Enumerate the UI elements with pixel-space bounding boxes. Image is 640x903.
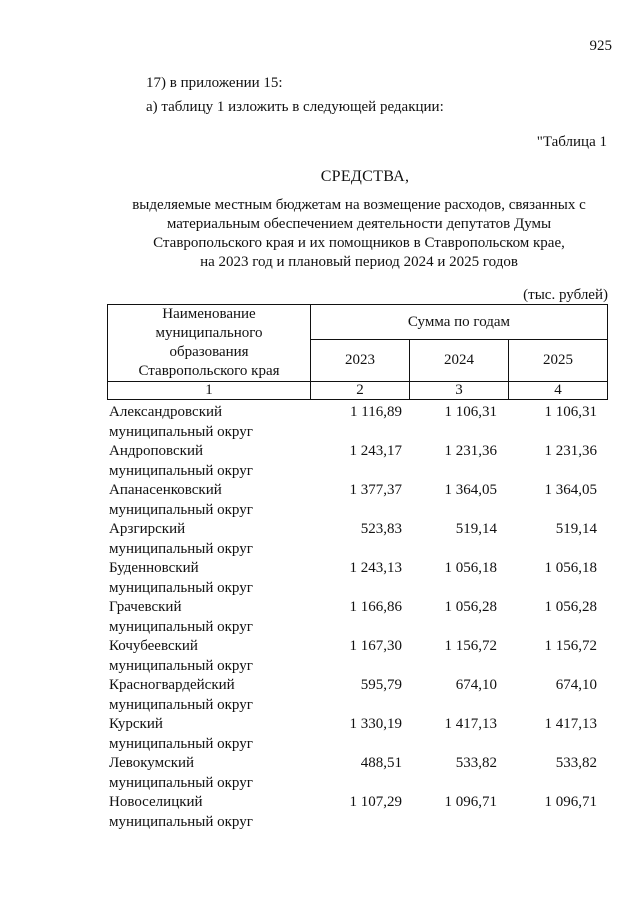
subheading-line: Ставропольского края и их помощников в Ставропольском крае, xyxy=(153,235,565,251)
district-name-line: Арзгирский xyxy=(109,521,186,537)
district-name xyxy=(109,754,309,793)
district-name-line: муниципальный округ xyxy=(109,540,253,557)
value-2023: 523,83 xyxy=(360,521,402,537)
table-row xyxy=(107,442,608,481)
district-name-line: Красногвардейский xyxy=(109,677,235,693)
district-name-line: муниципальный округ xyxy=(109,696,253,713)
district-name-line: муниципальный округ xyxy=(109,501,253,518)
subheading-line: материальным обеспечением деятельности депутатов Думы xyxy=(166,216,552,232)
district-name-line: муниципальный округ xyxy=(109,423,253,440)
value-2024: 1 056,18 xyxy=(444,560,497,576)
amendment-item: 17) в приложении 15: xyxy=(146,75,283,91)
table-row xyxy=(107,754,608,793)
district-name-line: муниципальный округ xyxy=(109,462,253,479)
district-name-line: муниципальный округ xyxy=(109,813,253,830)
value-2025: 533,82 xyxy=(555,755,597,771)
table-row xyxy=(107,403,608,442)
district-name-line: Андроповский xyxy=(109,443,204,459)
value-2023: 1 243,17 xyxy=(349,443,402,459)
table-row xyxy=(107,676,608,715)
value-2024: 1 156,72 xyxy=(444,638,497,654)
value-2023: 1 167,30 xyxy=(349,638,402,654)
value-2025: 1 056,18 xyxy=(544,560,597,576)
value-2023: 1 116,89 xyxy=(350,404,402,420)
district-name-line: Александровский xyxy=(109,404,223,420)
column-number: 1 xyxy=(108,382,311,400)
value-2025: 1 417,13 xyxy=(544,716,597,732)
value-2025: 1 056,28 xyxy=(544,599,597,615)
header-name-line: Наименование xyxy=(162,306,256,322)
district-name-line: Курский xyxy=(109,716,163,732)
value-2024: 1 096,71 xyxy=(444,794,497,810)
district-name xyxy=(109,520,309,559)
table-header xyxy=(107,304,608,400)
value-2025: 674,10 xyxy=(555,677,597,693)
district-name-line: муниципальный округ xyxy=(109,657,253,674)
district-name xyxy=(109,598,309,637)
value-2023: 1 330,19 xyxy=(349,716,402,732)
district-name xyxy=(109,559,309,598)
table-row xyxy=(107,715,608,754)
district-name xyxy=(109,676,309,715)
value-2023: 1 166,86 xyxy=(349,599,402,615)
subheading-line: на 2023 год и плановый период 2024 и 2025 годов xyxy=(200,254,518,270)
value-2024: 519,14 xyxy=(455,521,497,537)
district-name-line: муниципальный округ xyxy=(109,618,253,635)
table-body xyxy=(107,403,608,832)
header-name-line: образования xyxy=(169,344,249,360)
value-2023: 1 107,29 xyxy=(349,794,402,810)
value-2023: 1 377,37 xyxy=(349,482,402,498)
column-number: 3 xyxy=(409,382,508,400)
district-name-line: Кочубеевский xyxy=(109,638,198,654)
header-year-2025: 2025 xyxy=(508,340,607,382)
column-number: 4 xyxy=(508,382,607,400)
district-name-line: Буденновский xyxy=(109,560,199,576)
header-name-cell xyxy=(108,305,311,382)
table-row xyxy=(107,481,608,520)
district-name-line: муниципальный округ xyxy=(109,774,253,791)
table-row xyxy=(107,637,608,676)
district-name-line: муниципальный округ xyxy=(109,735,253,752)
district-name xyxy=(109,715,309,754)
table-row xyxy=(107,598,608,637)
district-name xyxy=(109,637,309,676)
page-number: 925 xyxy=(589,38,612,54)
table-subheading xyxy=(70,196,640,272)
header-year-2024: 2024 xyxy=(409,340,508,382)
value-2025: 1 231,36 xyxy=(544,443,597,459)
header-name-line: муниципального xyxy=(155,325,263,341)
header-name-line: Ставропольского края xyxy=(138,363,280,379)
value-2025: 1 156,72 xyxy=(544,638,597,654)
column-number: 2 xyxy=(311,382,410,400)
value-2024: 1 106,31 xyxy=(444,404,497,420)
value-2024: 1 417,13 xyxy=(444,716,497,732)
district-name xyxy=(109,403,309,442)
district-name xyxy=(109,442,309,481)
value-2023: 1 243,13 xyxy=(349,560,402,576)
value-2024: 1 231,36 xyxy=(444,443,497,459)
value-2025: 1 364,05 xyxy=(544,482,597,498)
value-2024: 1 364,05 xyxy=(444,482,497,498)
value-2023: 488,51 xyxy=(360,755,402,771)
district-name-line: Левокумский xyxy=(109,755,195,771)
value-2024: 674,10 xyxy=(455,677,497,693)
table-row xyxy=(107,520,608,559)
value-2023: 595,79 xyxy=(360,677,402,693)
header-year-2023: 2023 xyxy=(311,340,410,382)
value-2025: 1 106,31 xyxy=(544,404,597,420)
value-2024: 533,82 xyxy=(455,755,497,771)
table-label: "Таблица 1 xyxy=(536,134,607,150)
district-name-line: муниципальный округ xyxy=(109,579,253,596)
units-label: (тыс. рублей) xyxy=(523,287,608,303)
subheading-line: выделяемые местным бюджетам на возмещение расходов, связанных с xyxy=(132,197,586,213)
table-heading: СРЕДСТВА, xyxy=(320,168,410,185)
district-name-line: Грачевский xyxy=(109,599,182,615)
table-row xyxy=(107,559,608,598)
value-2024: 1 056,28 xyxy=(444,599,497,615)
table-row xyxy=(107,793,608,832)
district-name-line: Новоселицкий xyxy=(109,794,203,810)
district-name xyxy=(109,793,309,832)
district-name xyxy=(109,481,309,520)
header-sum-cell: Сумма по годам xyxy=(311,305,608,340)
value-2025: 1 096,71 xyxy=(544,794,597,810)
district-name-line: Апанасенковский xyxy=(109,482,222,498)
value-2025: 519,14 xyxy=(555,521,597,537)
amendment-subitem: а) таблицу 1 изложить в следующей редакции: xyxy=(146,99,444,115)
